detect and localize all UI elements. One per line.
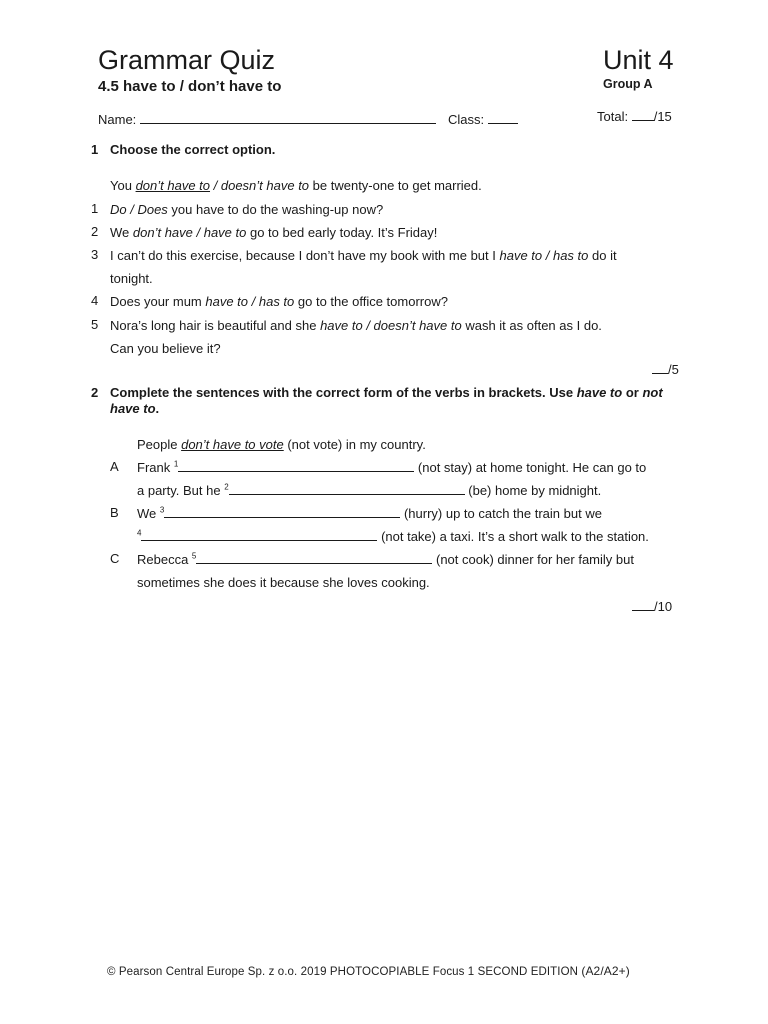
choice-option: have to / has to bbox=[499, 248, 589, 263]
class-field[interactable] bbox=[448, 111, 518, 127]
answer-blank-2[interactable] bbox=[229, 482, 465, 495]
section-1-example: You don’t have to / doesn’t have to be twenty-one to get married. bbox=[110, 178, 482, 193]
group-letter: C bbox=[110, 551, 120, 566]
section-2-A-line-1: Frank $^1$ (not stay) at home tonight. He can go to bbox=[137, 459, 647, 475]
section-1-item-1[interactable]: Do / Does you have to do the washing-up now? bbox=[110, 202, 384, 217]
group-letter: A bbox=[110, 459, 119, 474]
example-answer: don’t have to vote bbox=[181, 437, 284, 452]
choice-option: have to / has to bbox=[205, 294, 295, 309]
answer-blank-4[interactable] bbox=[141, 528, 377, 541]
item-number: 3 bbox=[91, 247, 99, 262]
section-1-item-3[interactable]: I can’t do this exercise, because I don’t have my book with me but I have to / has to do it bbox=[110, 248, 617, 263]
section-2-B-line-1: We $^3$ (hurry) up to catch the train but we bbox=[137, 505, 602, 521]
total-max: /15 bbox=[653, 109, 672, 124]
group-label: Group A bbox=[603, 77, 653, 91]
name-field[interactable] bbox=[98, 111, 436, 127]
total-field[interactable] bbox=[597, 108, 672, 124]
total-label: Total: bbox=[597, 109, 629, 124]
page-subtitle: 4.5 have to / don’t have to bbox=[98, 78, 282, 95]
choice-option: don’t have / have to bbox=[132, 225, 247, 240]
item-number: 1 bbox=[91, 201, 99, 216]
item-number: 5 bbox=[91, 317, 99, 332]
section-1-number: 1 bbox=[91, 142, 99, 157]
group-letter: B bbox=[110, 505, 119, 520]
choice-option: Do / Does bbox=[110, 202, 168, 217]
name-blank[interactable] bbox=[140, 111, 436, 124]
answer-blank-3[interactable] bbox=[164, 505, 400, 518]
section-1-item-3-continued: tonight. bbox=[110, 271, 153, 286]
score-blank[interactable] bbox=[652, 361, 668, 374]
class-blank[interactable] bbox=[488, 111, 518, 124]
choice-option: have to / doesn’t have to bbox=[320, 318, 462, 333]
total-blank[interactable] bbox=[632, 108, 654, 121]
section-2-C-line-1: Rebecca $^5$ (not cook) dinner for her family but bbox=[137, 551, 634, 567]
section-1-item-4[interactable]: Does your mum have to / has to go to the office tomorrow? bbox=[110, 294, 448, 309]
answer-blank-1[interactable] bbox=[178, 459, 414, 472]
copyright-footer: © Pearson Central Europe Sp. z o.o. 2019 PHOTOCOPIABLE Focus 1 SECOND EDITION (A2/A2+) bbox=[107, 964, 630, 978]
section-2-A-line-2: a party. But he $^2$ (be) home by midnight. bbox=[137, 482, 602, 498]
section-2-B-line-2: $^4$ (not take) a taxi. It’s a short walk to the station. bbox=[137, 528, 649, 544]
item-number: 4 bbox=[91, 293, 99, 308]
section-2-number: 2 bbox=[91, 385, 99, 400]
class-label: Class: bbox=[448, 112, 485, 127]
example-answer: don’t have to bbox=[135, 178, 211, 193]
section-2-C-line-2: sometimes she does it because she loves cooking. bbox=[137, 575, 430, 590]
section-2-score[interactable]: /10 bbox=[632, 598, 672, 614]
section-1-item-2[interactable]: We don’t have / have to go to bed early today. It’s Friday! bbox=[110, 225, 438, 240]
unit-label: Unit 4 bbox=[603, 45, 674, 75]
section-1-score[interactable]: /5 bbox=[652, 361, 679, 377]
answer-blank-5[interactable] bbox=[196, 551, 432, 564]
name-label: Name: bbox=[98, 112, 137, 127]
item-number: 2 bbox=[91, 224, 99, 239]
page-title: Grammar Quiz bbox=[98, 45, 276, 75]
section-1-heading: Choose the correct option. bbox=[110, 142, 276, 157]
score-blank[interactable] bbox=[632, 598, 654, 611]
section-1-item-5[interactable]: Nora’s long hair is beautiful and she have to / doesn’t have to wash it as often as I do. bbox=[110, 318, 602, 333]
level-label: (A2/A2+) bbox=[581, 964, 630, 978]
section-2-heading: Complete the sentences with the correct form of the verbs in brackets. Use have to or not have to. bbox=[110, 385, 663, 416]
section-2-example: People don’t have to vote (not vote) in my country. bbox=[137, 437, 426, 452]
section-1-item-5-continued: Can you believe it? bbox=[110, 341, 221, 356]
